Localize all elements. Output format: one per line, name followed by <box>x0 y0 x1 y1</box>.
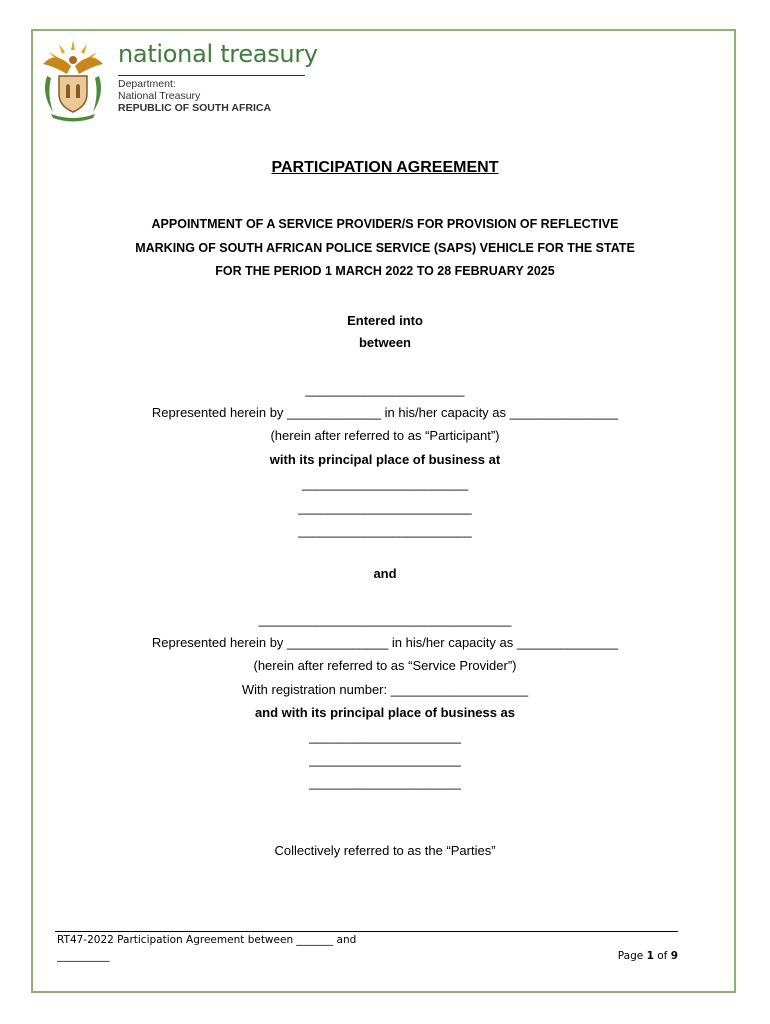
coat-of-arms-logo <box>37 36 109 122</box>
provider-address-line-1: _____________________ <box>309 729 461 744</box>
provider-name-blank: ___________________________________ <box>258 612 512 627</box>
participant-address-line-3: ________________________ <box>298 523 472 538</box>
participant-name-blank: ______________________ <box>305 382 465 397</box>
provider-address-line-2: _____________________ <box>309 752 461 767</box>
page-current: 1 <box>646 950 654 962</box>
page-label: Page <box>617 950 644 962</box>
participant-address-line-2: ________________________ <box>298 500 472 515</box>
participant-referred-line: (herein after referred to as “Participant”) <box>270 428 500 443</box>
footer-divider <box>55 931 678 932</box>
country-name: REPUBLIC OF SOUTH AFRICA <box>118 102 272 114</box>
department-label: Department: <box>118 78 176 90</box>
subtitle-line-3: FOR THE PERIOD 1 MARCH 2022 TO 28 FEBRUARY 2025 <box>215 264 555 278</box>
entered-into-text: Entered into <box>347 313 423 328</box>
and-text: and <box>373 566 397 581</box>
brand-name: national treasury <box>118 40 318 68</box>
brand-divider <box>118 75 305 76</box>
provider-represented-line: Represented herein by ______________ in his/her capacity as ______________ <box>151 635 619 650</box>
document-title: PARTICIPATION AGREEMENT <box>271 159 499 176</box>
subtitle-line-1: APPOINTMENT OF A SERVICE PROVIDER/S FOR PROVISION OF REFLECTIVE <box>151 217 619 231</box>
between-text: between <box>358 335 411 350</box>
participant-represented-line: Represented herein by _____________ in his/her capacity as _______________ <box>151 405 619 420</box>
page-number <box>618 950 678 962</box>
provider-address-line-3: _____________________ <box>309 775 461 790</box>
collectively-referred-text: Collectively referred to as the “Parties” <box>274 843 496 858</box>
participant-business-label: with its principal place of business at <box>269 452 501 467</box>
provider-referred-line: (herein after referred to as “Service Provider”) <box>253 658 517 673</box>
footer-agreement-line: RT47-2022 Participation Agreement between _______ and <box>57 934 357 946</box>
subtitle-line-2: MARKING OF SOUTH AFRICAN POLICE SERVICE (SAPS) VEHICLE FOR THE STATE <box>135 241 635 255</box>
department-name: National Treasury <box>118 90 201 102</box>
provider-registration-line: With registration number: ___________________ <box>241 682 529 697</box>
participant-address-line-1: _______________________ <box>301 476 469 491</box>
footer-agreement-blank: __________ <box>57 950 110 962</box>
page-total: 9 <box>670 950 678 962</box>
page-of: of <box>657 950 668 962</box>
provider-business-label: and with its principal place of business as <box>254 705 516 720</box>
